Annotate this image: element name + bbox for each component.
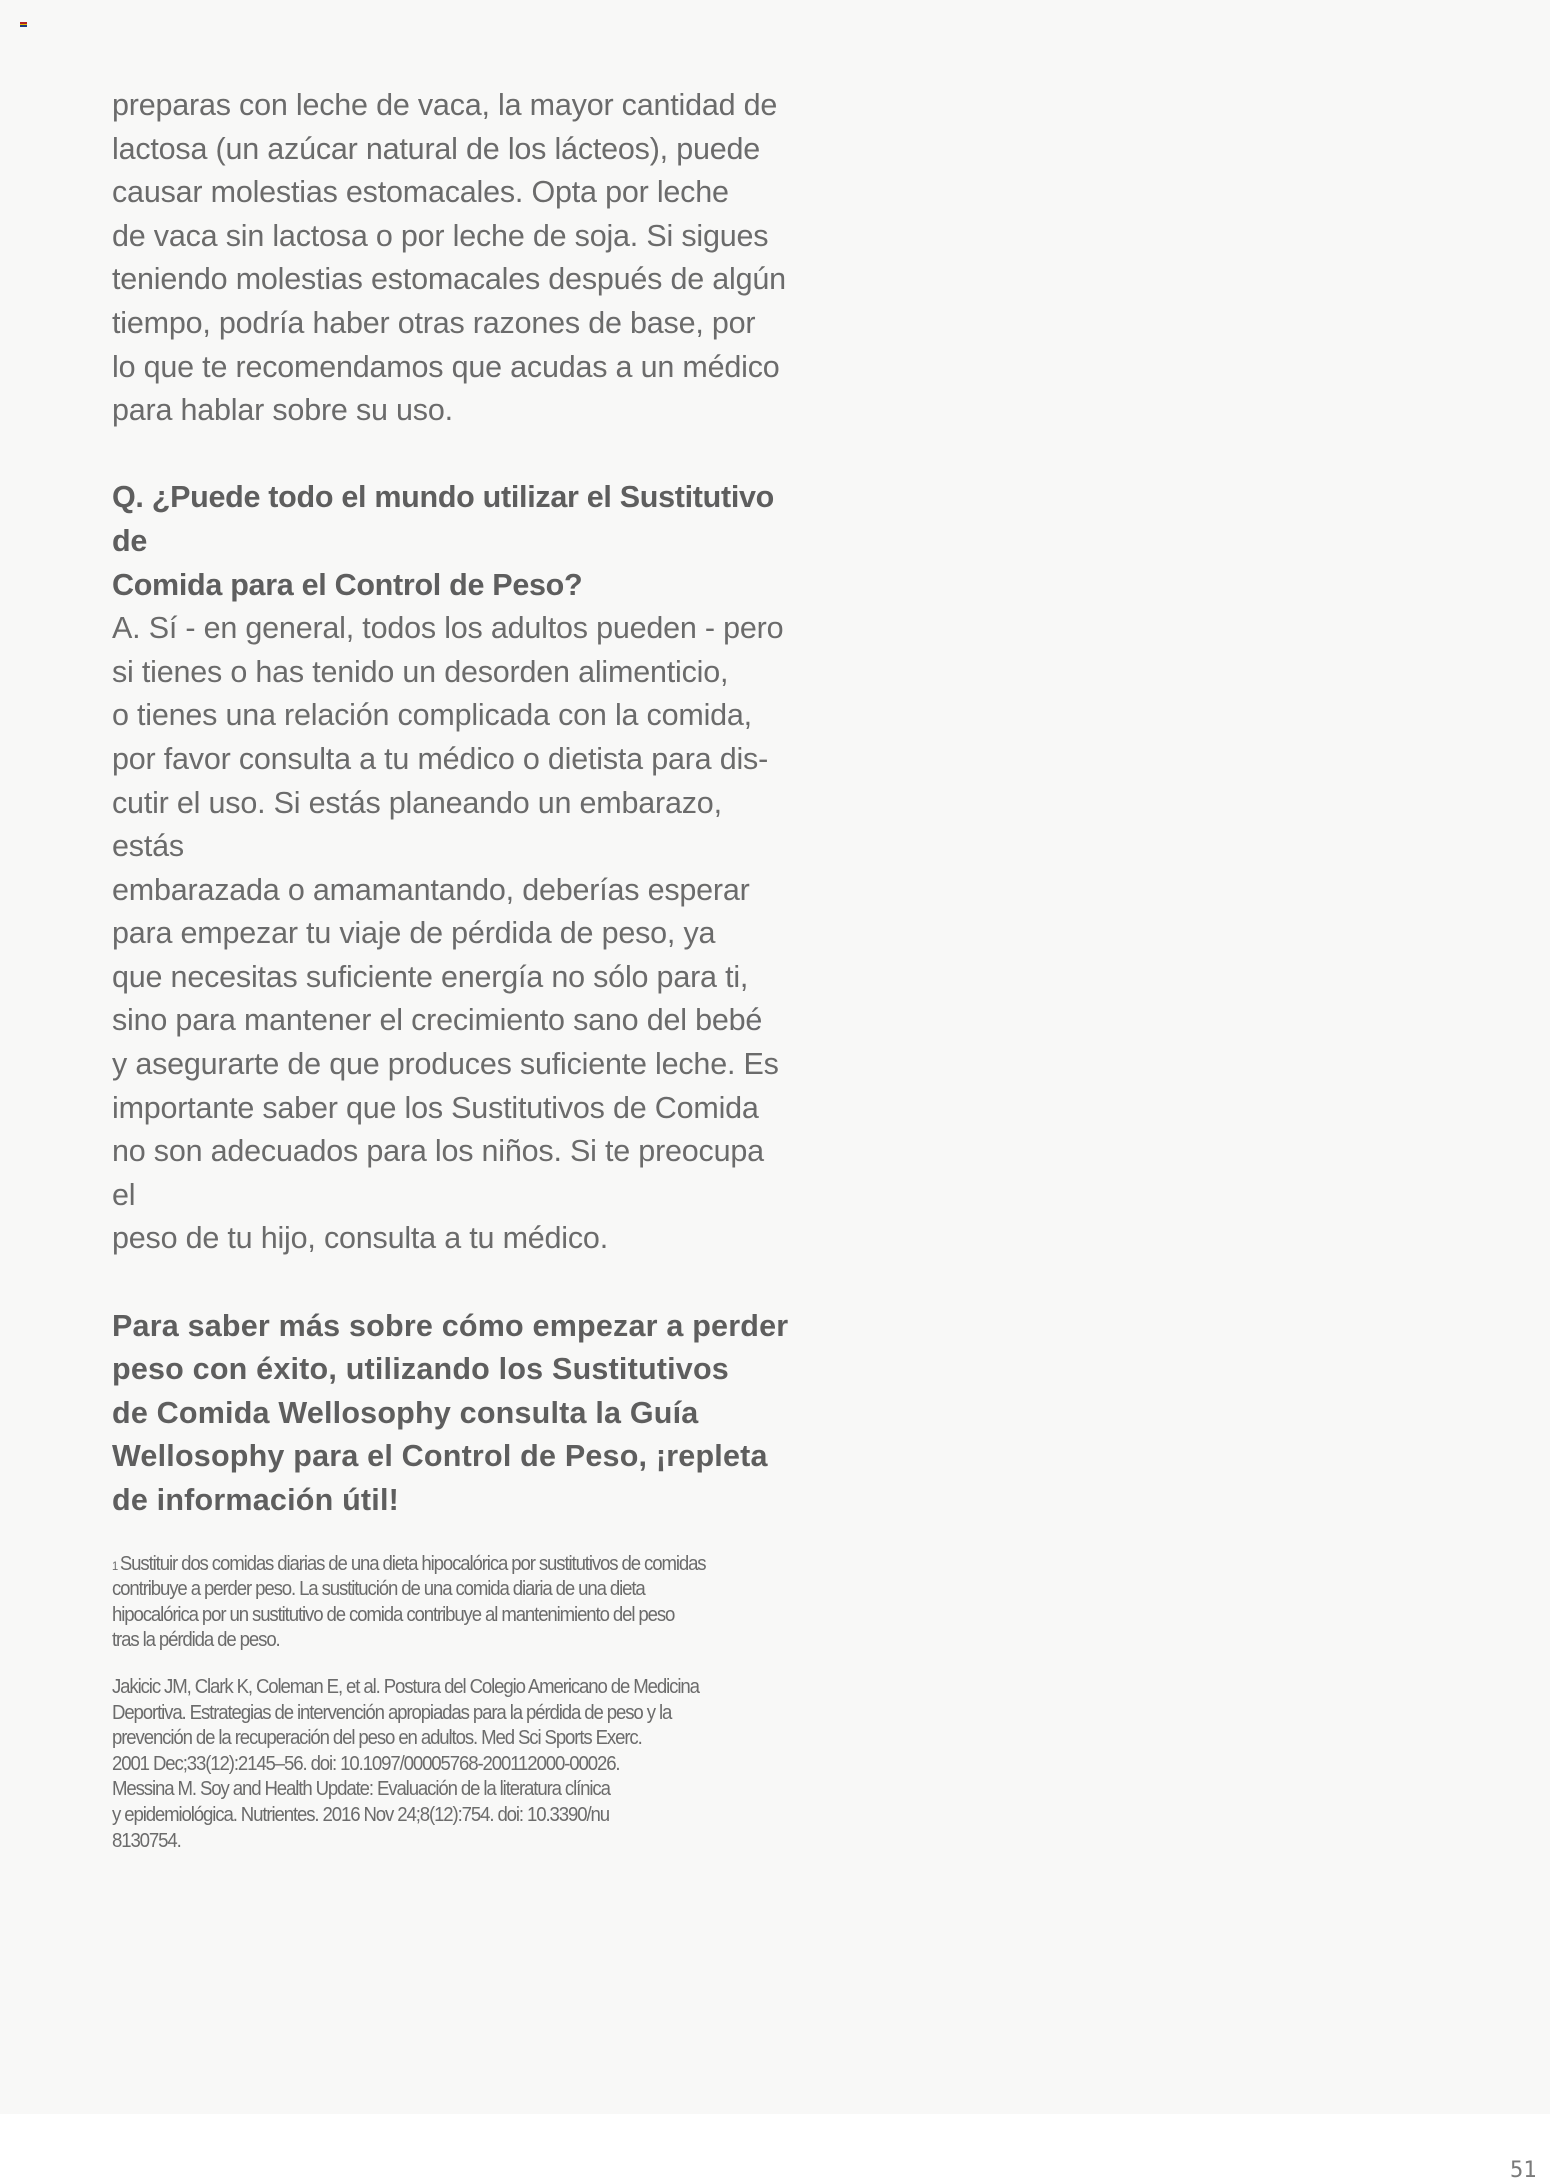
- faq-answer-line: importante saber que los Sustitutivos de Comida: [112, 1090, 759, 1125]
- faq-answer-line: o tienes una relación complicada con la comida,: [112, 698, 752, 733]
- reference-line: Jakicic JM, Clark K, Coleman E, et al. Postura del Colegio Americano de Medicina: [112, 1675, 699, 1698]
- footnote-line: contribuye a perder peso. La sustitución de una comida diaria de una dieta: [112, 1578, 645, 1601]
- footnote-line: [112, 1552, 800, 1578]
- footnote-marker: 1: [112, 1558, 118, 1573]
- footnote-line: tras la pérdida de peso.: [112, 1629, 280, 1652]
- intro-paragraph: [112, 84, 792, 433]
- faq-question-line: Q. ¿Puede todo el mundo utilizar el Sustitutivo de: [112, 480, 775, 558]
- flag-icon: [20, 22, 27, 27]
- callout-line: Para saber más sobre cómo empezar a perder: [112, 1308, 789, 1343]
- faq-answer-line: no son adecuados para los niños. Si te preocupa el: [112, 1134, 764, 1212]
- footnote-line: hipocalórica por un sustitutivo de comida contribuye al mantenimiento del peso: [112, 1603, 675, 1626]
- intro-line: teniendo molestias estomacales después de algún: [112, 262, 786, 297]
- footnote-text: Sustituir dos comidas diarias de una dieta hipocalórica por sustitutivos de comidas: [119, 1552, 706, 1575]
- callout-block: [112, 1305, 792, 1523]
- callout-line: de información útil!: [112, 1483, 399, 1517]
- callout-line: peso con éxito, utilizando los Sustitutivos: [112, 1352, 729, 1387]
- callout-line: Wellosophy para el Control de Peso, ¡repleta: [112, 1439, 768, 1474]
- reference-line: Messina M. Soy and Health Update: Evaluación de la literatura clínica: [112, 1778, 610, 1801]
- faq-answer-line: si tienes o has tenido un desorden alimenticio,: [112, 654, 729, 689]
- references-block: [112, 1675, 792, 1854]
- intro-line: preparas con leche de vaca, la mayor cantidad de: [112, 88, 778, 122]
- faq-block: [112, 476, 792, 1261]
- faq-answer-line: peso de tu hijo, consulta a tu médico.: [112, 1221, 608, 1256]
- intro-line: causar molestias estomacales. Opta por leche: [112, 175, 729, 210]
- intro-line: lo que te recomendamos que acudas a un médico: [112, 349, 780, 384]
- intro-line: lactosa (un azúcar natural de los lácteos), puede: [112, 131, 761, 166]
- callout-line: de Comida Wellosophy consulta la Guía: [112, 1395, 699, 1430]
- reference-line: 2001 Dec;33(12):2145–56. doi: 10.1097/00005768-200112000-00026.: [112, 1752, 620, 1775]
- faq-answer-line: para empezar tu viaje de pérdida de peso, ya: [112, 916, 716, 951]
- reference-line: prevención de la recuperación del peso en adultos. Med Sci Sports Exerc.: [112, 1727, 642, 1750]
- reference-line: y epidemiológica. Nutrientes. 2016 Nov 24;8(12):754. doi: 10.3390/nu: [112, 1803, 609, 1826]
- faq-answer-line: por favor consulta a tu médico o dietista para dis-: [112, 741, 769, 776]
- intro-line: tiempo, podría haber otras razones de base, por: [112, 305, 756, 340]
- reference-line: 8130754.: [112, 1829, 181, 1852]
- footnote-block: [112, 1552, 792, 1654]
- faq-answer-line: que necesitas suficiente energía no sólo para ti,: [112, 959, 749, 994]
- text-column: [112, 84, 792, 1854]
- faq-answer-line: cutir el uso. Si estás planeando un embarazo, estás: [112, 785, 722, 864]
- faq-question-line: Comida para el Control de Peso?: [112, 567, 583, 602]
- faq-answer-line: sino para mantener el crecimiento sano del bebé: [112, 1003, 763, 1038]
- faq-answer-line: embarazada o amamantando, deberías esperar: [112, 872, 750, 907]
- intro-line: para hablar sobre su uso.: [112, 393, 453, 428]
- faq-answer-line: A. Sí - en general, todos los adultos pueden - pero: [112, 611, 784, 646]
- intro-line: de vaca sin lactosa o por leche de soja. Si sigues: [112, 218, 769, 253]
- faq-answer-line: y asegurarte de que produces suficiente leche. Es: [112, 1047, 779, 1082]
- page-number: 51: [1510, 2158, 1537, 2183]
- reference-line: Deportiva. Estrategias de intervención apropiadas para la pérdida de peso y la: [112, 1701, 672, 1724]
